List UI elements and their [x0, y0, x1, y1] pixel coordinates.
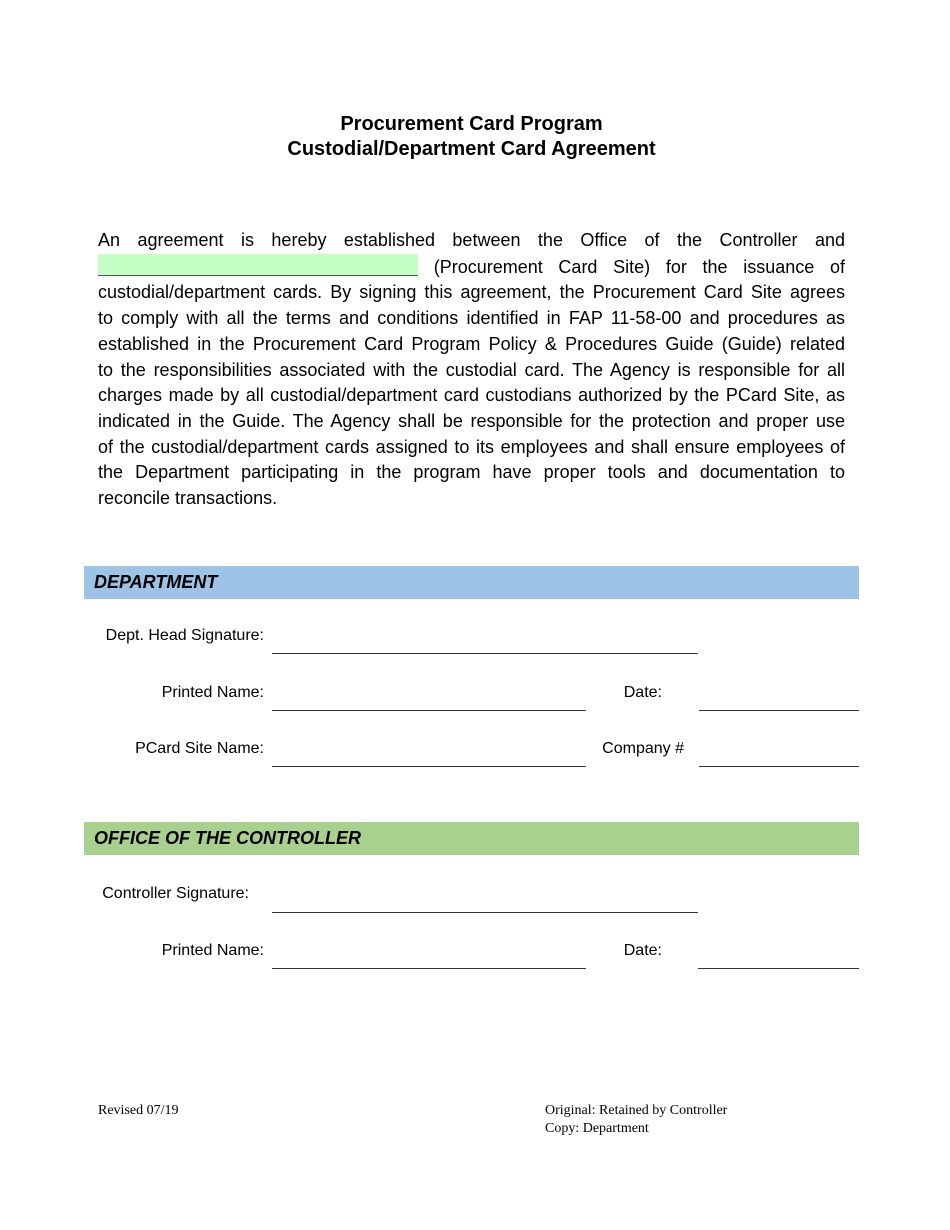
original-note: Original: Retained by Controller [545, 1103, 728, 1118]
agreement-line: the Department participating in the program have proper tools and documentation to [98, 462, 845, 483]
controller-section-header [84, 822, 859, 855]
revised-date: Revised 07/19 [98, 1103, 179, 1118]
agreement-text: (Procurement Card Site) for the issuance of [433, 256, 845, 277]
controller-printed-name-line[interactable] [272, 968, 586, 969]
agreement-line: custodial/department cards. By signing this agreement, the Procurement Card Site agrees [98, 282, 845, 303]
agreement-line: to comply with all the terms and conditions identified in FAP 11-58-00 and procedures as [98, 308, 845, 329]
agreement-paragraph [98, 228, 845, 512]
copy-note: Copy: Department [545, 1121, 649, 1136]
department-section-header [84, 566, 859, 599]
procurement-site-field[interactable] [98, 254, 418, 276]
agreement-line: reconcile transactions. [98, 488, 278, 509]
dept-head-signature-line[interactable] [272, 653, 698, 654]
agreement-line: An agreement is hereby established between the Office of the Controller and [98, 230, 845, 250]
form-title: Procurement Card Program [340, 113, 603, 135]
dept-printed-name-line[interactable] [272, 710, 586, 711]
agreement-line: indicated in the Guide. The Agency shall be responsible for the protection and proper use [98, 410, 845, 431]
company-number-label: Company # [602, 740, 684, 757]
controller-printed-name-label: Printed Name: [161, 942, 264, 959]
agreement-line: charges made by all custodial/department card custodians authorized by the PCard Site, as [98, 385, 845, 406]
controller-signature-line[interactable] [272, 912, 698, 913]
department-heading: DEPARTMENT [94, 572, 218, 592]
agreement-line: established in the Procurement Card Program Policy & Procedures Guide (Guide) related [98, 333, 845, 354]
dept-date-label: Date: [623, 684, 662, 701]
dept-date-line[interactable] [699, 710, 859, 711]
pcard-site-name-line[interactable] [272, 766, 586, 767]
dept-head-signature-label: Dept. Head Signature: [105, 627, 264, 644]
controller-date-label: Date: [623, 942, 662, 959]
agreement-line [98, 254, 845, 281]
controller-signature-label: Controller Signature: [102, 885, 249, 902]
pcard-site-name-label: PCard Site Name: [135, 740, 264, 757]
form-subtitle: Custodial/Department Card Agreement [287, 138, 656, 160]
company-number-line[interactable] [699, 766, 859, 767]
controller-heading: OFFICE OF THE CONTROLLER [94, 828, 361, 848]
dept-printed-name-label: Printed Name: [161, 684, 264, 701]
controller-date-line[interactable] [698, 968, 859, 969]
agreement-line: of the custodial/department cards assigned to its employees and shall ensure employees of [98, 436, 845, 457]
agreement-line: to the responsibilities associated with the custodial card. The Agency is responsible for all [98, 359, 845, 380]
